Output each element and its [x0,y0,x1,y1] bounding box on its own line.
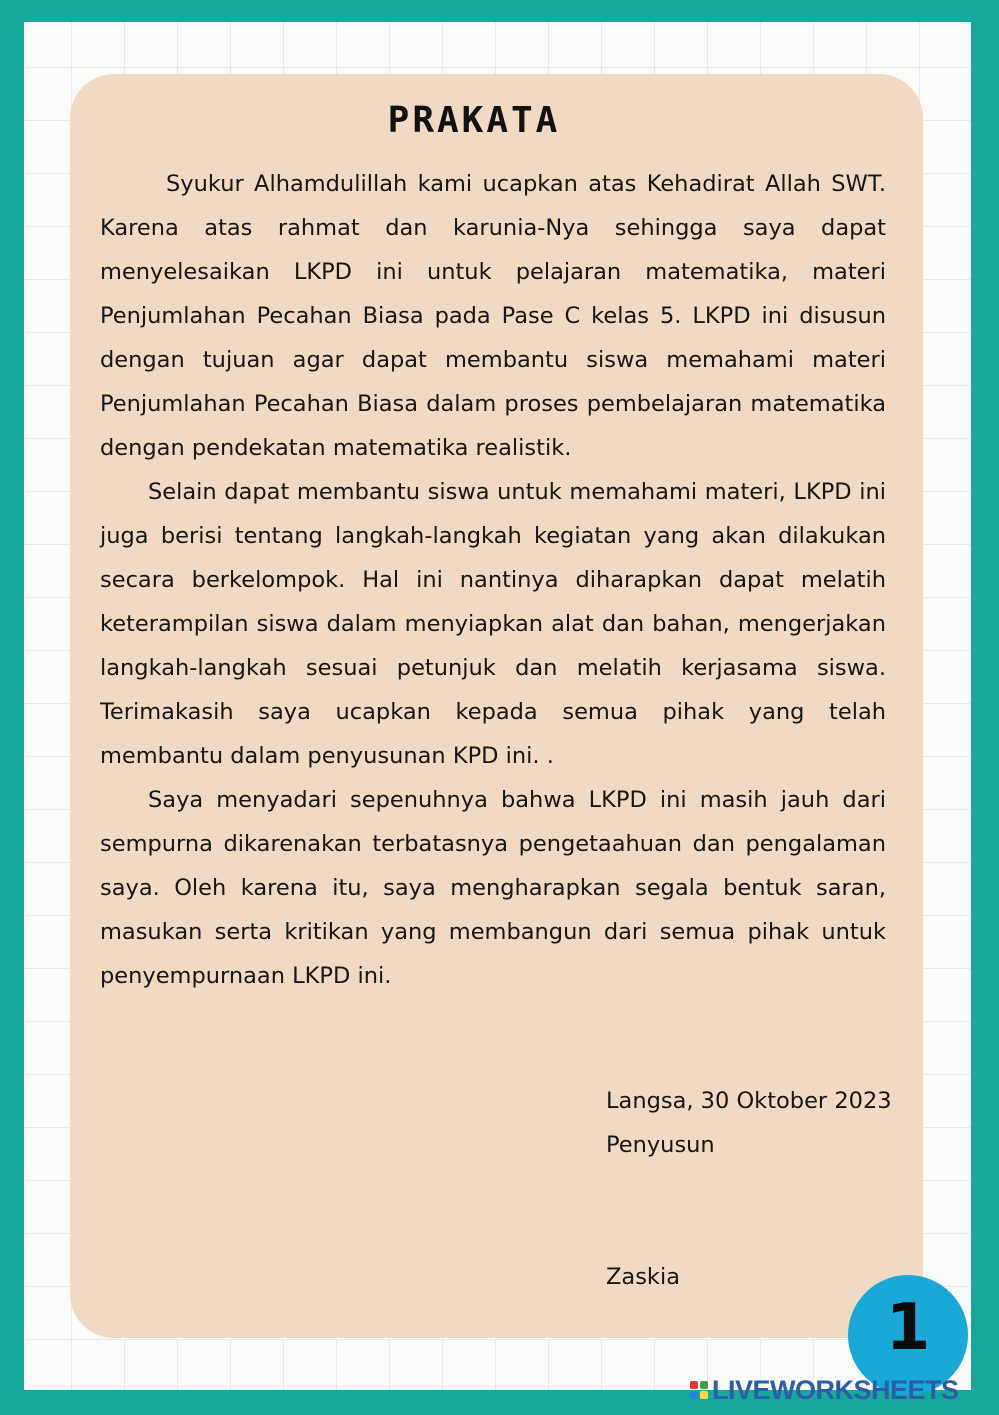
logo-square [690,1381,698,1389]
signature-name: Zaskia [606,1264,680,1290]
paragraph-1: Syukur Alhamdulillah kami ucapkan atas Kehadirat Allah SWT. Karena atas rahmat dan karunia-Nya sehingga saya dapat menyelesaikan LKPD ini untuk pelajaran matematika, materi Penjumlahan Pecahan Biasa pada Pase C kelas 5. LKPD ini disusun dengan tujuan agar dapat membantu siswa memahami materi Penjumlahan Pecahan Biasa dalam proses pembelajaran matematika dengan pendekatan matematika realistik. [100,171,886,461]
logo-square [700,1381,708,1389]
signature-role: Penyusun [606,1132,715,1158]
liveworksheets-logo-icon [690,1381,708,1399]
watermark-text: LIVEWORKSHEETS [712,1374,959,1405]
paragraph-3: Saya menyadari sepenuhnya bahwa LKPD ini masih jauh dari sempurna dikarenakan terbatasnya pengetaahuan dan pengalaman saya. Oleh karena itu, saya mengharapkan segala bentuk saran, masukan serta kritikan yang membangun dari semua pihak untuk penyempurnaan LKPD ini. [100,787,886,989]
page-title: PRAKATA [387,100,561,141]
logo-square [690,1391,698,1399]
liveworksheets-watermark [690,1376,959,1404]
logo-square [700,1391,708,1399]
body-text [100,162,886,998]
paragraph-2: Selain dapat membantu siswa untuk memahami materi, LKPD ini juga berisi tentang langkah-langkah kegiatan yang akan dilakukan secara berkelompok. Hal ini nantinya diharapkan dapat melatih keterampilan siswa dalam menyiapkan alat dan bahan, mengerjakan langkah-langkah sesuai petunjuk dan melatih kerjasama siswa. Terimakasih saya ucapkan kepada semua pihak yang telah membantu dalam penyusunan KPD ini. . [100,479,886,769]
page-number: 1 [885,1291,931,1365]
signature-place-date: Langsa, 30 Oktober 2023 [606,1088,892,1114]
